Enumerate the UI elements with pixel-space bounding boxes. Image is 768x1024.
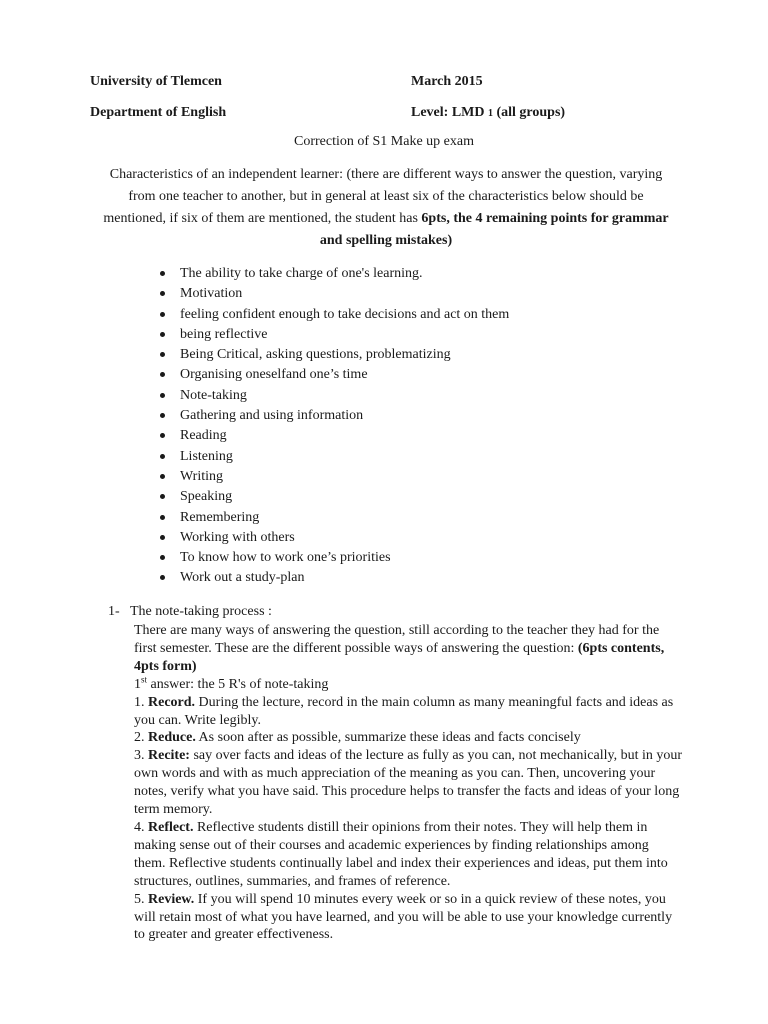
list-item: To know how to work one’s priorities xyxy=(160,548,509,568)
level-label: Level: LMD xyxy=(411,105,485,120)
page-title: Correction of S1 Make up exam xyxy=(293,134,474,149)
answer-number: 1 xyxy=(134,676,141,692)
list-item: Being Critical, asking questions, problematizing xyxy=(160,345,509,365)
list-item xyxy=(134,729,682,747)
level-groups: (all groups) xyxy=(496,105,566,120)
item-prefix: 2. xyxy=(134,730,148,746)
list-item xyxy=(134,694,682,730)
list-item: Note-taking xyxy=(160,386,509,406)
list-item: Reading xyxy=(160,426,509,446)
section-number: 1- xyxy=(108,604,120,619)
list-item: Listening xyxy=(160,447,509,467)
answer-ordinal: st xyxy=(141,674,148,685)
level-number: 1 xyxy=(487,108,493,119)
list-item: Remembering xyxy=(160,508,509,528)
item-text: If you will spend 10 minutes every week or so in a quick review of these notes, you will retain most of what you have learned, and you will be able to use your knowledge currently to greater and greater effectiveness. xyxy=(134,891,673,943)
header-row-2 xyxy=(90,105,690,121)
list-item xyxy=(134,819,682,891)
list-item: Gathering and using information xyxy=(160,406,509,426)
item-prefix: 5. xyxy=(134,891,148,907)
item-text: say over facts and ideas of the lecture as fully as you can, not mechanically, but in your own words and with as much appreciation of the meaning as you can. Then, uncovering your notes, verify what you have said. This procedure helps to transfer the facts and ideas of your long term memory. xyxy=(134,748,683,818)
intro-bold: 6pts, the 4 remaining points for grammar and spelling mistakes) xyxy=(319,211,669,248)
answer-heading xyxy=(134,676,682,694)
list-item xyxy=(134,747,682,819)
list-item: feeling confident enough to take decisions and act on them xyxy=(160,305,509,325)
list-item: The ability to take charge of one's learning. xyxy=(160,264,509,284)
list-item: Writing xyxy=(160,467,509,487)
list-item: Working with others xyxy=(160,528,509,548)
item-text: As soon after as possible, summarize these ideas and facts concisely xyxy=(195,730,581,746)
list-item: Motivation xyxy=(160,284,509,304)
section-intro-text: There are many ways of answering the question, still according to the teacher they had for the first semester. These are the different possible ways of answering the question: xyxy=(134,623,660,656)
section-intro-bold: (6pts contents, 4pts form) xyxy=(134,640,665,674)
exam-date: March 2015 xyxy=(411,74,483,89)
item-prefix: 4. xyxy=(134,819,148,835)
section-intro xyxy=(134,622,682,676)
university-name: University of Tlemcen xyxy=(90,74,222,89)
item-prefix: 1. xyxy=(134,694,148,710)
item-term: Reduce. xyxy=(148,730,196,746)
list-item xyxy=(134,891,682,945)
item-term: Reflect. xyxy=(148,819,194,835)
list-item: Work out a study-plan xyxy=(160,568,509,588)
item-term: Recite: xyxy=(148,748,190,764)
item-text: During the lecture, record in the main column as many meaningful facts and ideas as you can. Write legibly. xyxy=(134,694,674,728)
intro-paragraph xyxy=(96,164,676,252)
department-name: Department of English xyxy=(90,105,227,120)
answer-text: answer: the 5 R's of note-taking xyxy=(147,676,329,692)
section-1-body xyxy=(134,622,682,944)
list-item: Organising oneselfand one’s time xyxy=(160,365,509,385)
item-term: Review. xyxy=(148,891,195,907)
list-item: being reflective xyxy=(160,325,509,345)
section-title: The note-taking process : xyxy=(130,604,272,619)
list-item: Speaking xyxy=(160,487,509,507)
characteristics-list xyxy=(160,264,509,589)
item-term: Record. xyxy=(148,694,196,710)
intro-text: Characteristics of an independent learner: (there are different ways to answer the question, varying from one teacher to another, but in general at least six of the characteristics below should be mentioned, if six of them are mentioned, the student has xyxy=(103,167,663,226)
header-row-1 xyxy=(90,74,690,90)
item-prefix: 3. xyxy=(134,748,148,764)
level-info xyxy=(411,105,565,121)
item-text: Reflective students distill their opinions from their notes. They will help them in making sense out of their courses and academic experiences by finding relationships among them. Reflective students continually label and index their experiences and ideas, put them into structures, outlines, summaries, and frames of reference. xyxy=(134,819,668,889)
